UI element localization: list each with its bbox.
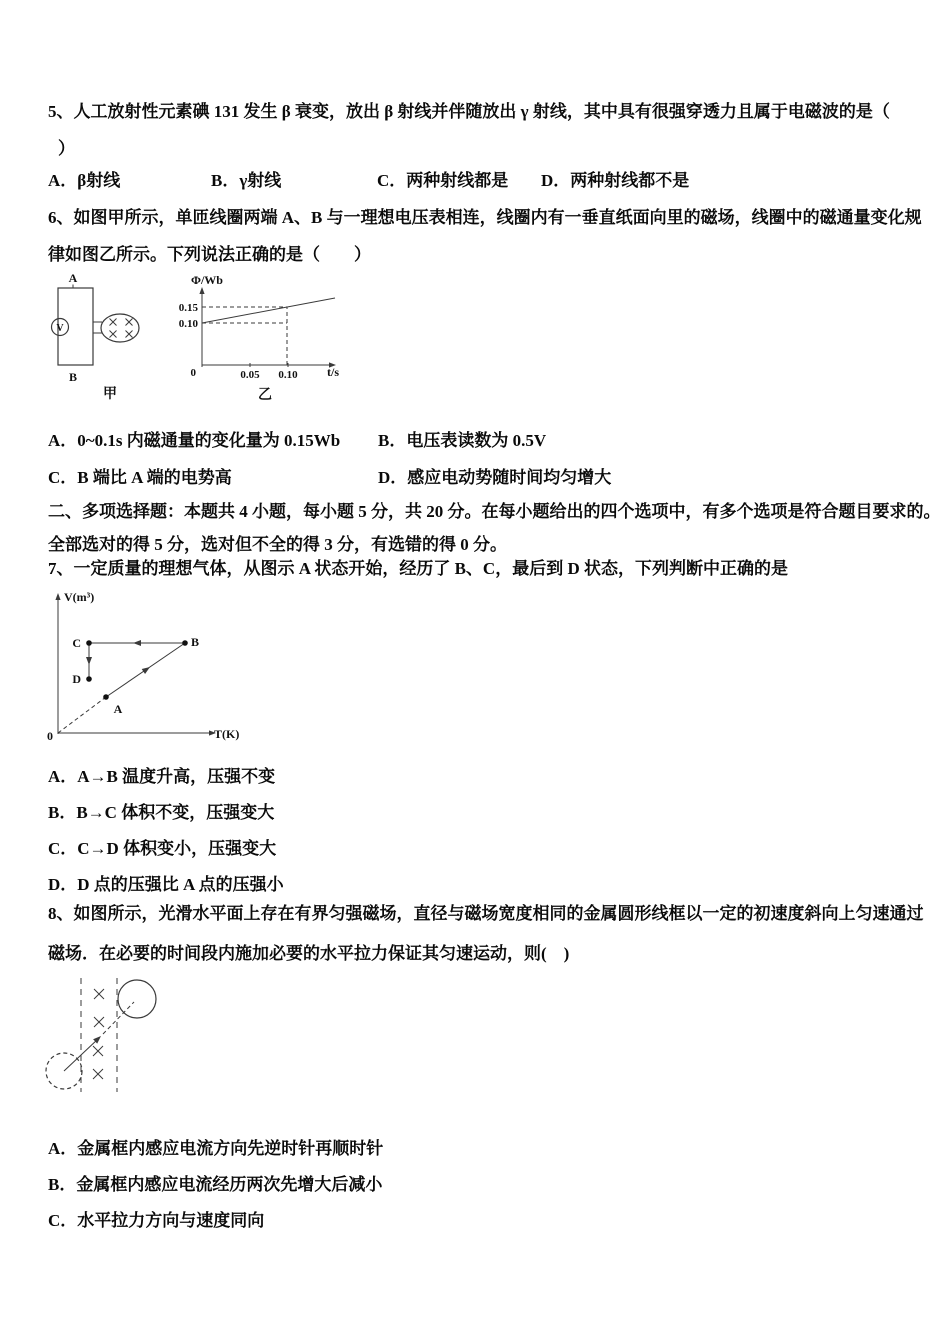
- x-tick-005: 0.05: [240, 369, 260, 381]
- section-2-header-line-1: 二、多项选择题：本题共 4 小题，每小题 5 分，共 20 分。在每小题给出的四个选项中，有多个选项是符合题目要求的。: [48, 502, 941, 521]
- question-5-stem: 5、人工放射性元素碘 131 发生 β 衰变，放出 β 射线并伴随放出 γ 射线，其中具有很强穿透力且属于电磁波的是（: [48, 102, 890, 121]
- origin-label: 0: [47, 729, 53, 743]
- terminal-a-label: A: [68, 271, 78, 285]
- field-into-page-icons: [93, 989, 104, 1079]
- coil: [101, 314, 139, 342]
- point-a-label: A: [113, 702, 123, 716]
- question-8-option-c: C．水平拉力方向与速度同向: [48, 1211, 265, 1230]
- question-8-option-a: A．金属框内感应电流方向先逆时针再顺时针: [48, 1139, 384, 1158]
- question-6-options-row-1: [48, 432, 908, 452]
- flux-line: [202, 298, 335, 323]
- question-6-option-a: A．0~0.1s 内磁通量的变化量为 0.15Wb: [48, 431, 341, 450]
- dashed-extension-origin-to-a: [58, 697, 106, 733]
- question-5-stem-close: ）: [58, 139, 75, 158]
- y-axis-arrowhead-icon: [199, 287, 204, 294]
- question-7-option-d: D．D 点的压强比 A 点的压强小: [48, 875, 284, 894]
- question-6-option-c: C．B 端比 A 端的电势高: [48, 468, 232, 487]
- question-5-option-b: B．γ射线: [211, 171, 282, 190]
- x-axis-label: T(K): [214, 727, 240, 741]
- point-c-label: C: [72, 636, 81, 650]
- point-c: [86, 640, 92, 646]
- question-7-option-a: A．A→B 温度升高，压强不变: [48, 767, 276, 786]
- arrowhead-b-to-c-icon: [133, 640, 141, 646]
- flux-time-graph: [179, 273, 340, 403]
- question-8-stem-line-2: 磁场．在必要的时间段内施加必要的水平拉力保证其匀速运动，则( ): [48, 944, 570, 963]
- y-tick-015: 0.15: [178, 302, 198, 314]
- question-5-option-d: D．两种射线都不是: [541, 171, 690, 190]
- voltmeter-label: V: [56, 323, 64, 334]
- question-6-stem-line-2: 律如图乙所示。下列说法正确的是（ ）: [48, 245, 371, 264]
- question-7-stem: 7、一定质量的理想气体，从图示 A 状态开始，经历了 B、C，最后到 D 状态，下列判断中正确的是: [48, 559, 788, 578]
- x-tick-010: 0.10: [278, 369, 298, 381]
- question-5-options: [48, 172, 908, 192]
- figure-question-7: [30, 585, 260, 750]
- arrowhead-c-to-d-icon: [86, 657, 92, 665]
- origin-label: 0: [190, 367, 196, 379]
- circuit-diagram: [52, 271, 140, 402]
- y-axis-label: Φ/Wb: [191, 273, 223, 287]
- caption-yi: 乙: [258, 388, 272, 403]
- question-5-option-a: A．β射线: [48, 171, 121, 190]
- question-6-options-row-2: [48, 469, 908, 489]
- question-7-option-c: C．C→D 体积变小，压强变大: [48, 839, 277, 858]
- x-axis-label: t/s: [327, 365, 339, 379]
- caption-jia: 甲: [103, 387, 117, 402]
- question-8-stem-line-1: 8、如图所示，光滑水平面上存在有界匀强磁场，直径与磁场宽度相同的金属圆形线框以一定的初速度斜向上匀速通过: [48, 904, 924, 923]
- y-axis-arrowhead-icon: [55, 593, 60, 600]
- terminal-b-label: B: [68, 370, 78, 384]
- point-a: [103, 694, 109, 700]
- trajectory-dashed: [103, 1002, 134, 1034]
- point-b-label: B: [191, 635, 200, 649]
- point-d-label: D: [72, 672, 81, 686]
- question-6-option-d: D．感应电动势随时间均匀增大: [378, 468, 612, 487]
- question-5-option-c: C．两种射线都是: [377, 171, 509, 190]
- figure-question-8: [30, 975, 190, 1100]
- question-7-option-b: B．B→C 体积不变，压强变大: [48, 803, 275, 822]
- section-2-header-line-2: 全部选对的得 5 分，选对但不全的得 3 分，有选错的得 0 分。: [48, 535, 507, 554]
- question-8-option-b: B．金属框内感应电流经历两次先增大后减小: [48, 1175, 383, 1194]
- point-b: [182, 640, 188, 646]
- question-6-option-b: B．电压表读数为 0.5V: [378, 431, 547, 450]
- point-d: [86, 676, 92, 682]
- y-axis-label: V(m³): [64, 590, 95, 604]
- arrowhead-a-to-b-icon: [142, 665, 152, 674]
- figure-question-6: [45, 268, 350, 408]
- field-into-page-icons: [110, 319, 133, 338]
- y-tick-010: 0.10: [178, 318, 198, 330]
- question-6-stem-line-1: 6、如图甲所示，单匝线圈两端 A、B 与一理想电压表相连，线圈内有一垂直纸面向里的磁场，线圈中的磁通量变化规: [48, 208, 922, 227]
